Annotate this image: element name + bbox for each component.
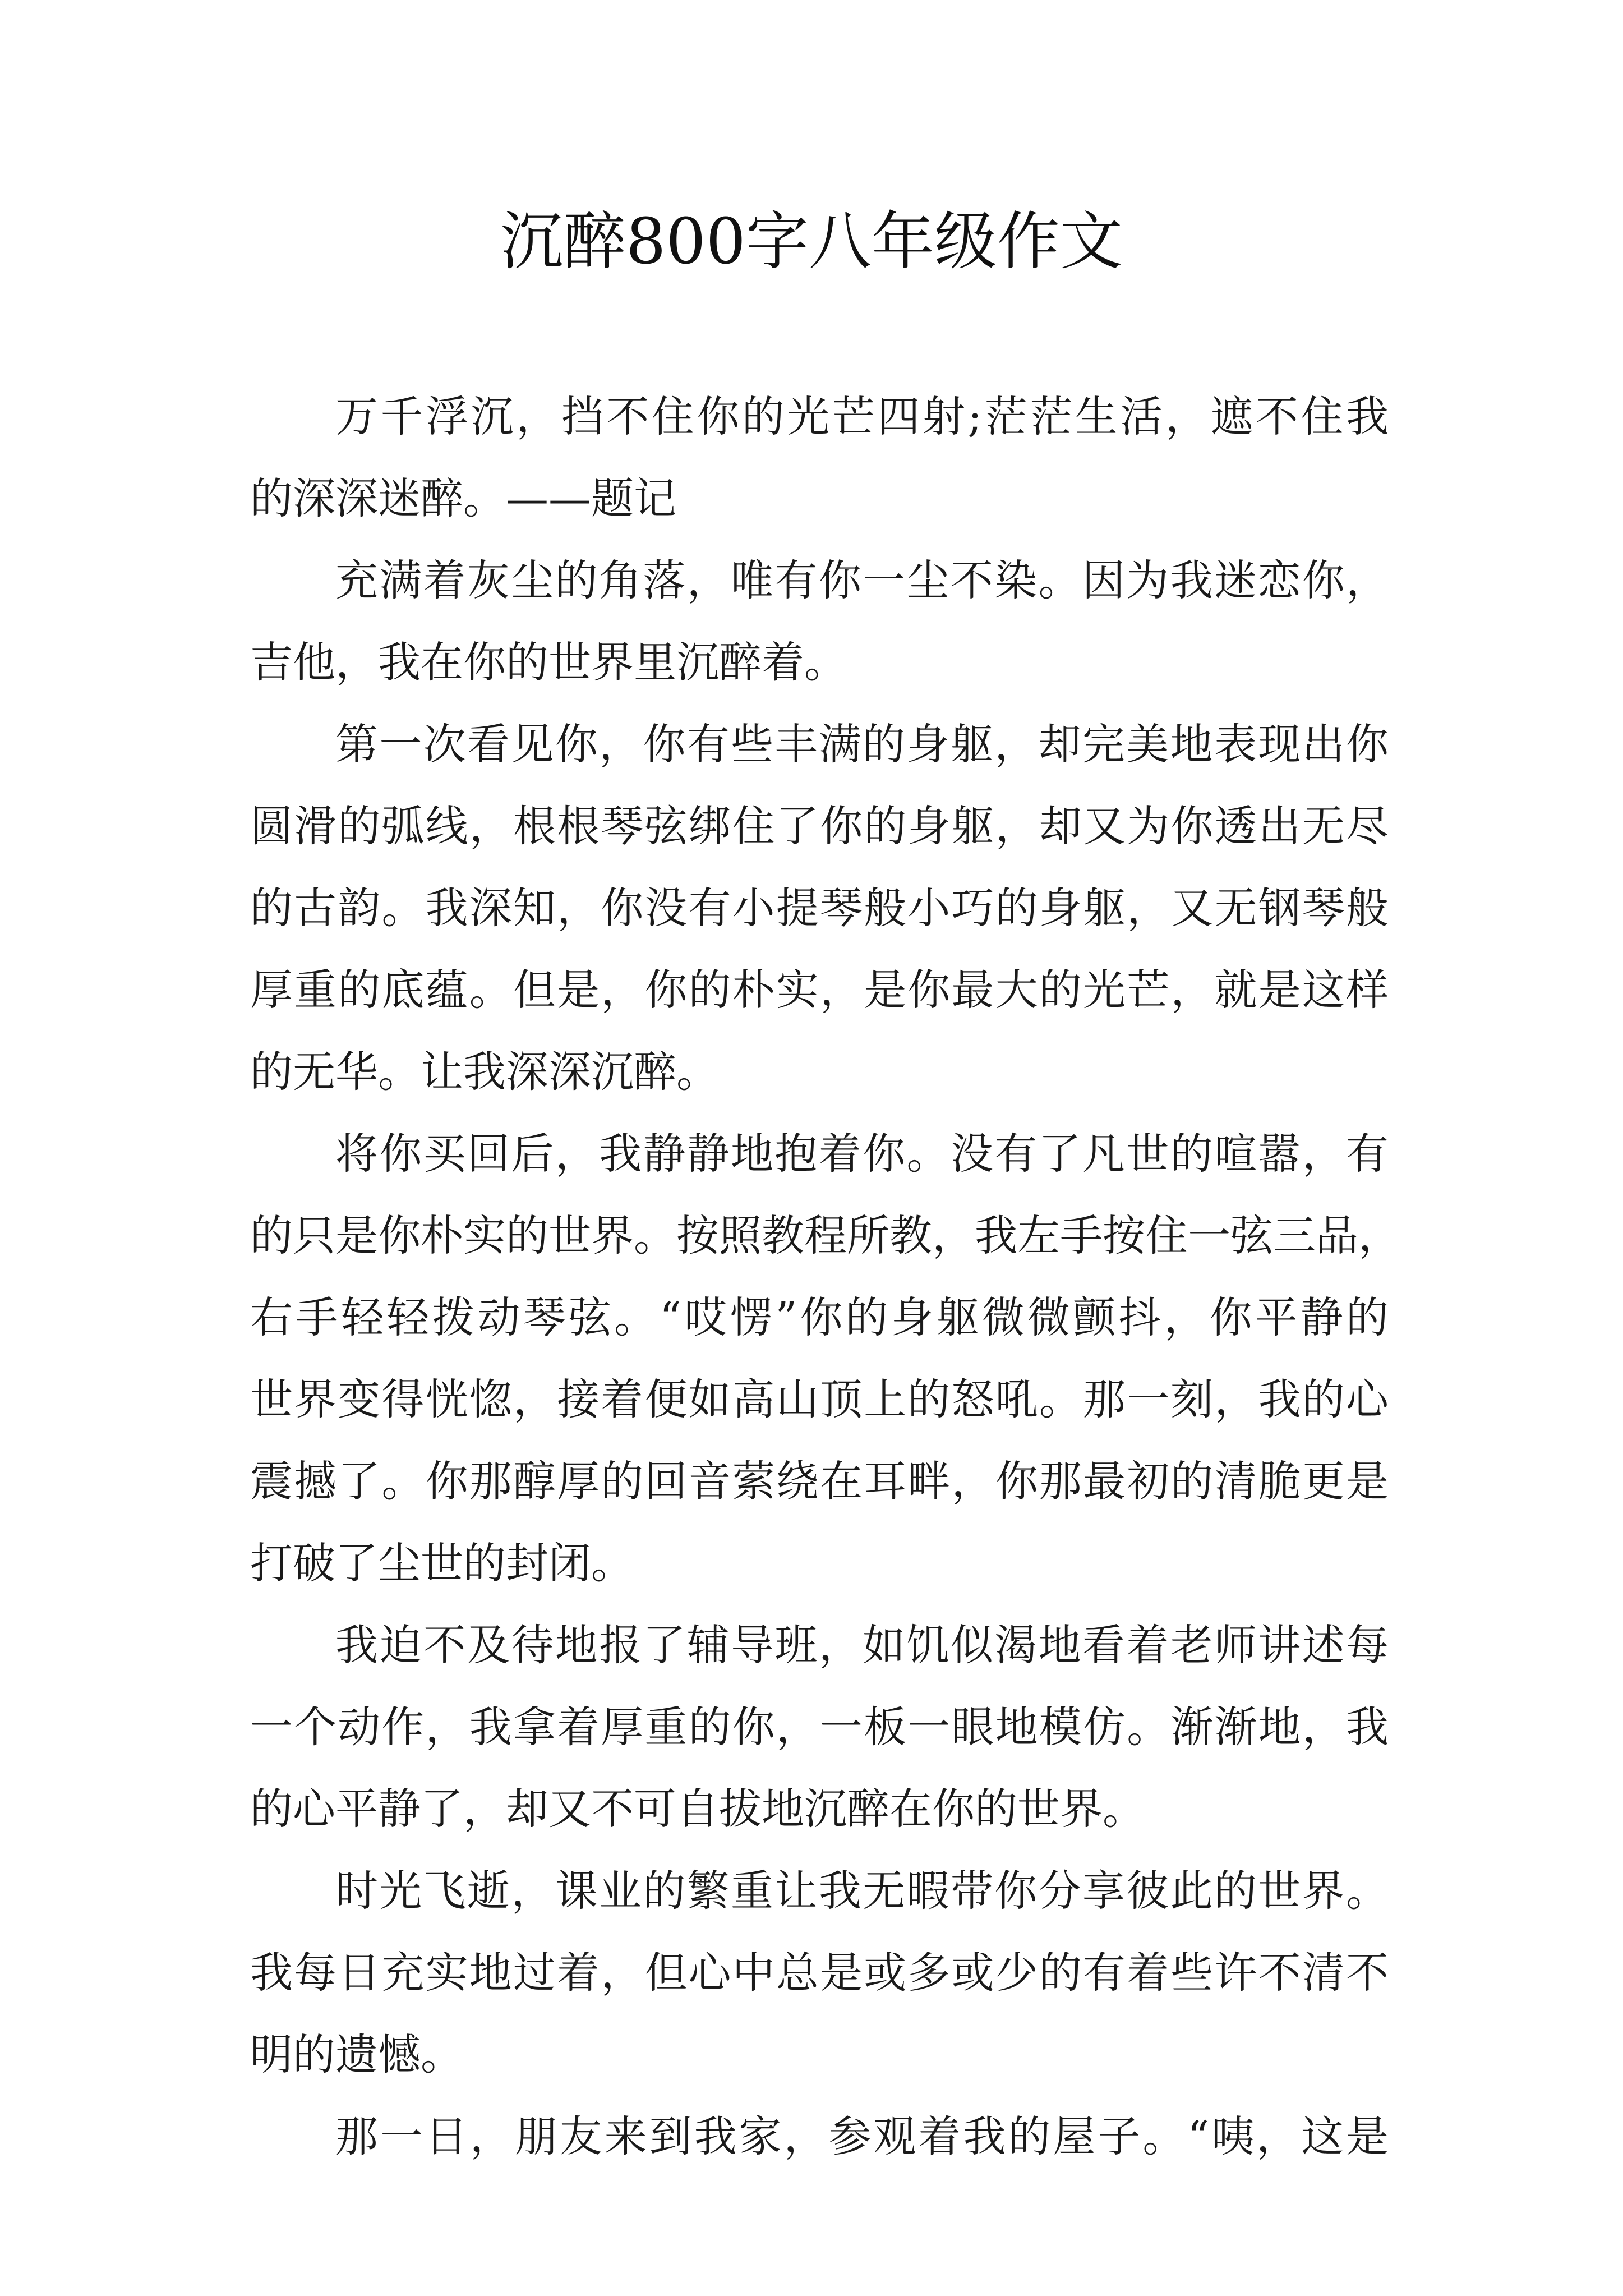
body-line: 明的遗憾。: [250, 2030, 463, 2079]
body-line: 将你买回后，我静静地抱着你。没有了凡世的喧嚣，有: [335, 1129, 1389, 1179]
body-line: 吉他，我在你的世界里沉醉着。: [250, 637, 847, 687]
body-line: 的无华。让我深深沉醉。: [250, 1047, 719, 1097]
body-line: 的只是你朴实的世界。按照教程所教，我左手按住一弦三品，: [250, 1211, 1401, 1260]
body-line: 我迫不及待地报了辅导班，如饥似渴地看着老师讲述每: [335, 1620, 1389, 1670]
body-line: 我每日充实地过着，但心中总是或多或少的有着些许不清不: [250, 1948, 1389, 1998]
body-line: 时光飞逝，课业的繁重让我无暇带你分享彼此的世界。: [335, 1866, 1389, 1916]
body-line: 圆滑的弧线，根根琴弦绑住了你的身躯，却又为你透出无尽: [250, 801, 1389, 851]
body-line: 打破了尘世的封闭。: [250, 1538, 634, 1588]
body-line: 一个动作，我拿着厚重的你，一板一眼地模仿。渐渐地，我: [250, 1702, 1389, 1752]
body-line: 的古韵。我深知，你没有小提琴般小巧的身躯，又无钢琴般: [250, 883, 1389, 933]
body-line: 厚重的底蕴。但是，你的朴实，是你最大的光芒，就是这样: [250, 965, 1389, 1015]
body-line: 那一日，朋友来到我家，参观着我的屋子。“咦，这是: [335, 2111, 1389, 2161]
body-line: 的心平静了，却又不可自拔地沉醉在你的世界。: [250, 1784, 1145, 1834]
body-line: 世界变得恍惚，接着便如高山顶上的怒吼。那一刻，我的心: [250, 1374, 1389, 1424]
document-body: [250, 376, 1401, 2178]
document-title: 沉醉800字八年级作文: [500, 205, 1123, 278]
body-line: 充满着灰尘的角落，唯有你一尘不染。因为我迷恋你，: [335, 555, 1389, 605]
body-line: 震撼了。你那醇厚的回音萦绕在耳畔，你那最初的清脆更是: [250, 1456, 1389, 1506]
body-line: 万千浮沉，挡不住你的光芒四射;茫茫生活，遮不住我: [335, 392, 1389, 441]
body-line: 第一次看见你，你有些丰满的身躯，却完美地表现出你: [335, 719, 1389, 769]
body-line: 的深深迷醉。——题记: [250, 473, 676, 523]
body-line: 右手轻轻拨动琴弦。“哎愣”你的身躯微微颤抖，你平静的: [250, 1292, 1389, 1342]
